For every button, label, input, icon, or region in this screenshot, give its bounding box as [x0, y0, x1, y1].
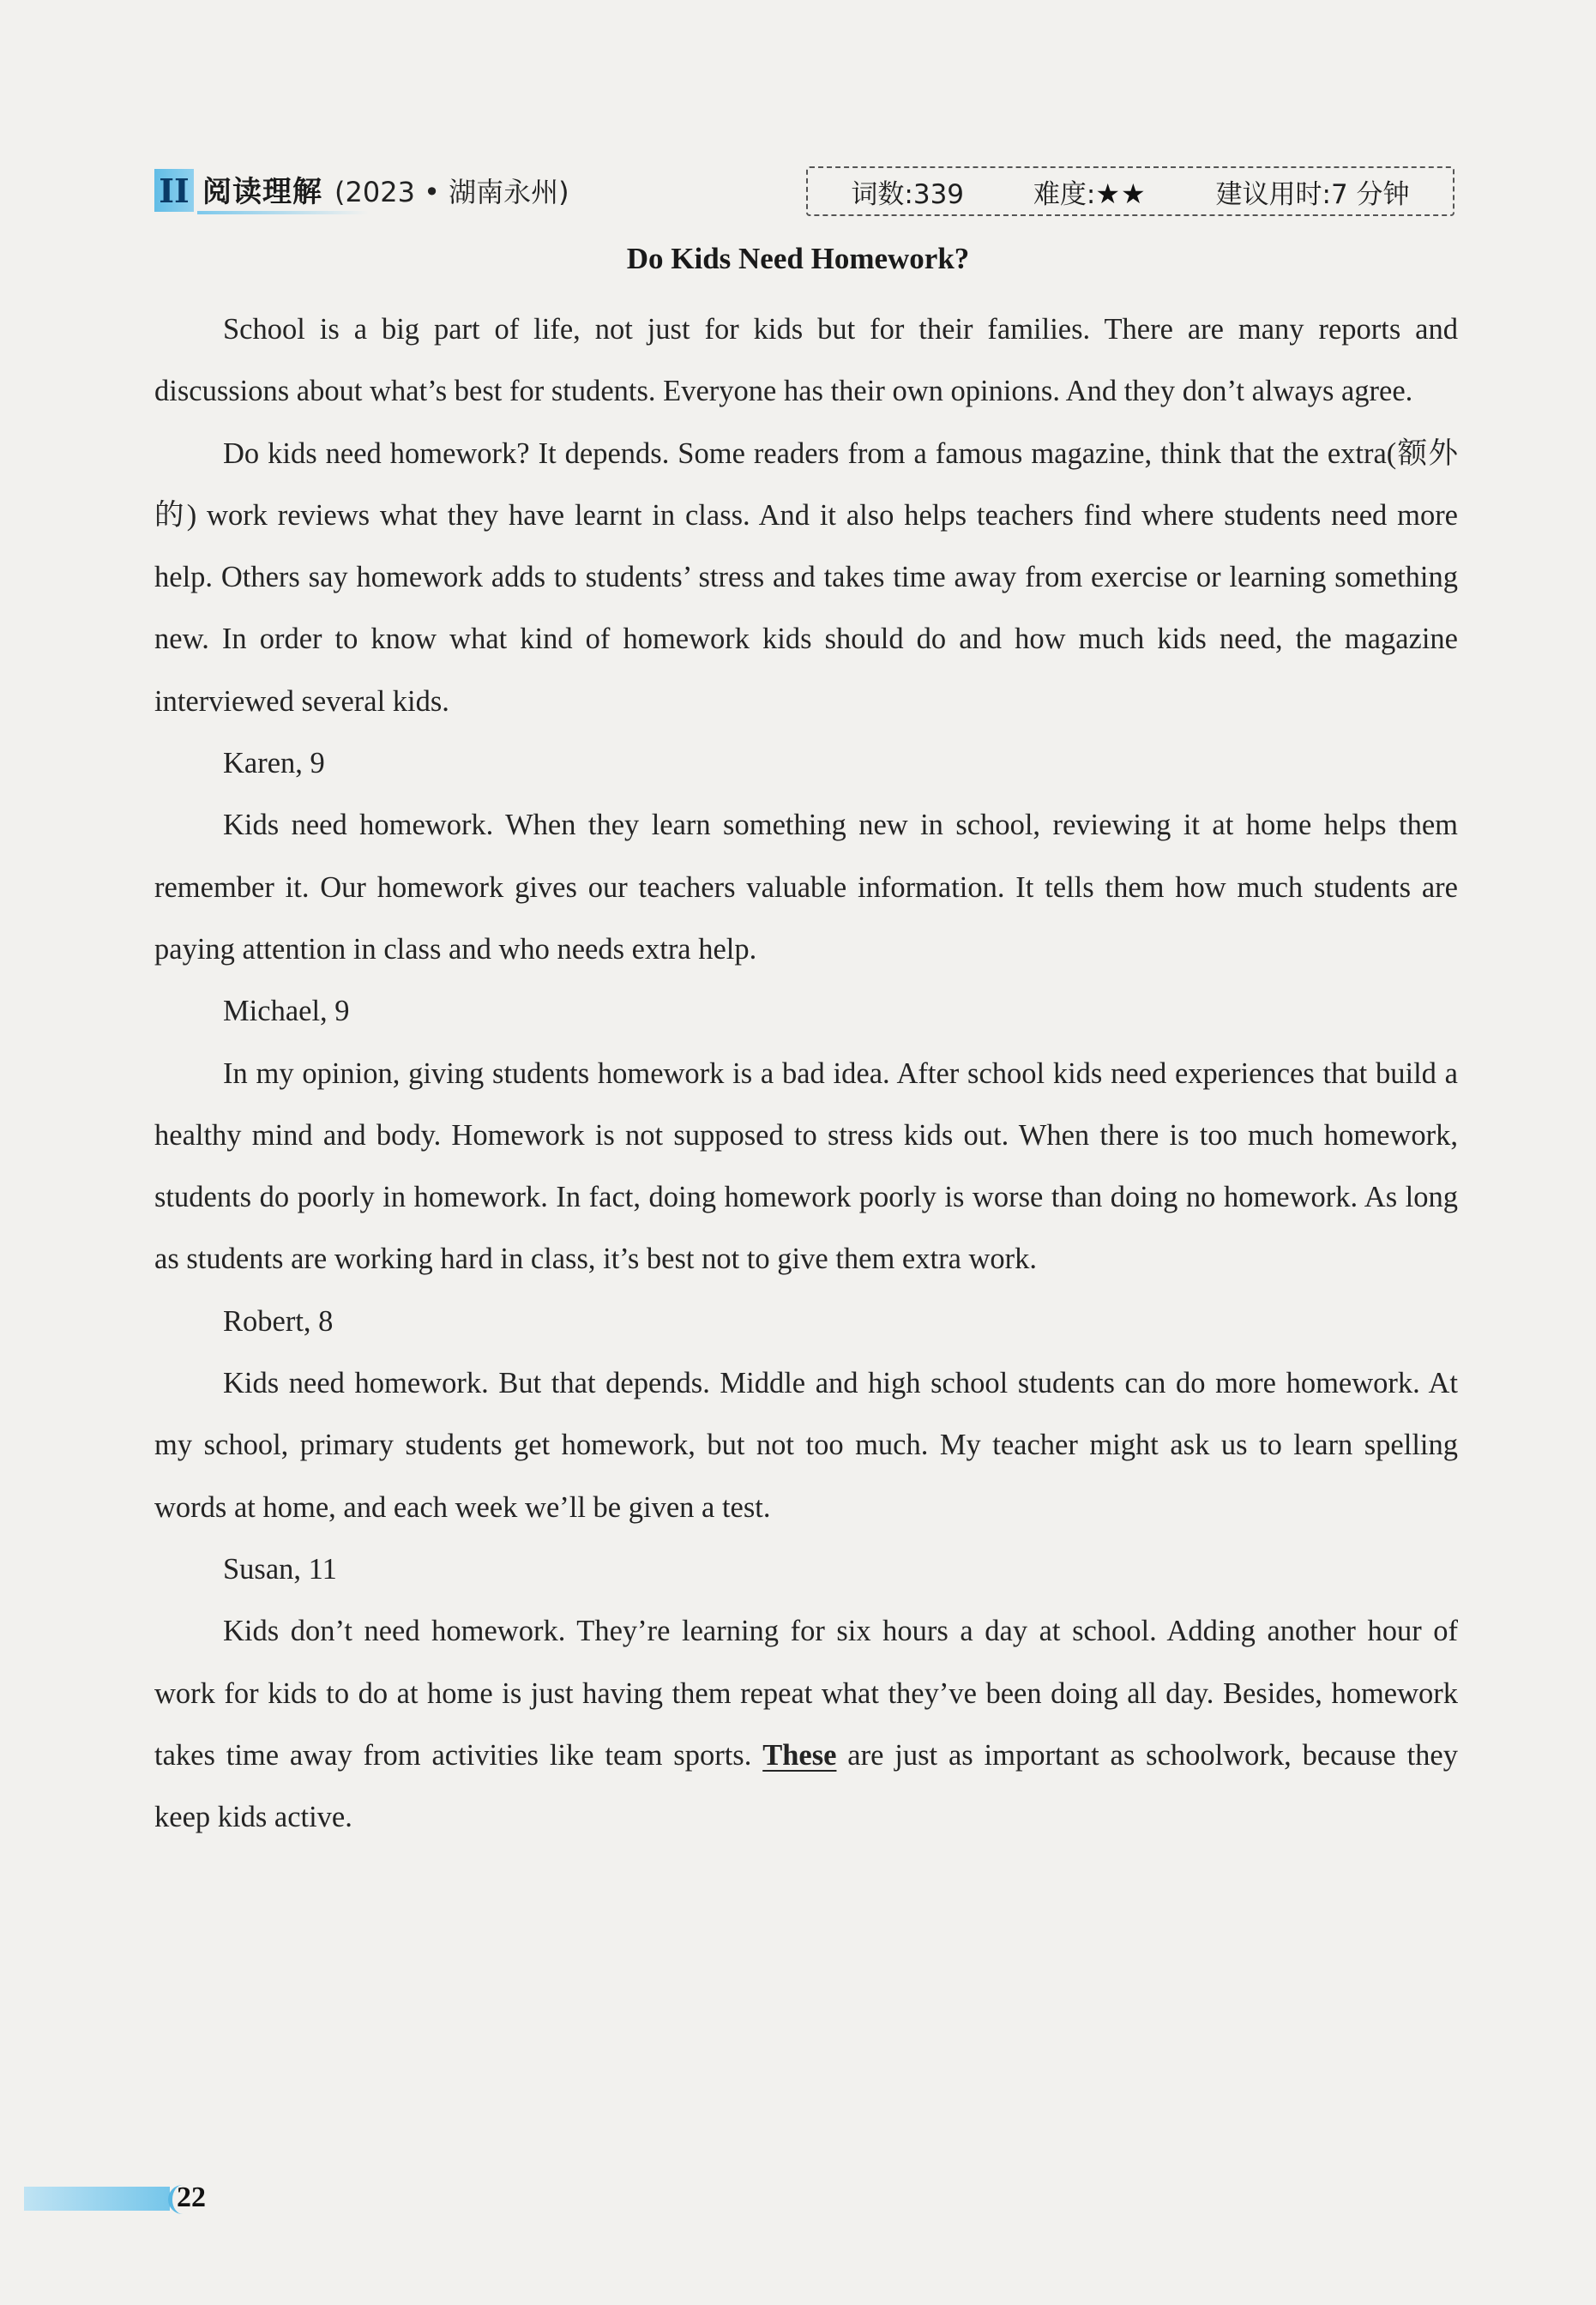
suggested-time: 建议用时:7 分钟	[1215, 178, 1410, 210]
susan-text-after: are just as important as schoolwork, because they keep kids active.	[154, 1738, 1458, 1834]
kid-answer-michael: In my opinion, giving students homework is a bad idea. After school kids need experiences that build a healthy mind and body. Homework is not supposed to stress kids out. When there is too much homework, students do poorly in homework. In fact, doing homework poorly is worse than doing no homework. As long as students are working hard in class, it’s best not to give them extra work.	[154, 1056, 1458, 1276]
susan-text-before: Kids don’t need homework. They’re learning for six hours a day at school. Adding another hour of work for kids to do at home is just having them repeat what they’ve been doing all day. Besides, homework takes time away from activities like team sports.	[154, 1615, 1458, 1772]
highlighted-word: These	[762, 1738, 837, 1772]
word-count: 词数:339	[851, 178, 965, 210]
article-title: Do Kids Need Homework?	[626, 242, 970, 275]
kid-name-robert: Robert, 8	[223, 1304, 334, 1338]
section-badge: II	[154, 169, 194, 212]
intro-paragraph-1: School is a big part of life, not just for kids but for their families. There are many reports and discussions about what’s best for students. Everyone has their own opinions. And they don’t always agree.	[154, 313, 1458, 408]
difficulty	[1033, 172, 1147, 211]
kid-answer-robert: Kids need homework. But that depends. Middle and high school students can do more homework. At my school, primary students get homework, but not too much. My teacher might ask us to learn spelling words at home, and each week we’ll be given a test.	[154, 1367, 1458, 1524]
article-body	[154, 298, 1458, 1848]
info-box	[806, 166, 1454, 216]
section-title: 阅读理解	[202, 168, 322, 214]
kid-name-karen: Karen, 9	[223, 747, 325, 780]
kid-answer-karen: Kids need homework. When they learn something new in school, reviewing it at home helps them remember it. Our homework gives our teachers valuable information. It tells them how much students are paying attention in class and who needs extra help.	[154, 809, 1458, 966]
kid-answer-susan	[154, 1600, 1458, 1848]
difficulty-stars: ★★	[1095, 177, 1147, 210]
kid-name-michael: Michael, 9	[223, 995, 350, 1028]
page-number: 22	[177, 2182, 206, 2213]
section-source: (2023 • 湖南永州)	[334, 176, 569, 208]
page-number-bar	[24, 2187, 170, 2211]
section-header	[154, 168, 569, 213]
kid-name-susan: Susan, 11	[223, 1552, 337, 1586]
section-underline	[197, 211, 369, 214]
difficulty-label: 难度:	[1033, 178, 1096, 210]
intro-paragraph-2: Do kids need homework? It depends. Some readers from a famous magazine, think that the extra(额外的) work reviews what they have learnt in class. And it also helps teachers find where students need more help. Others say homework adds to students’ stress and takes time away from exercise or learning something new. In order to know what kind of homework kids should do and how much kids need, the magazine interviewed several kids.	[154, 436, 1458, 718]
